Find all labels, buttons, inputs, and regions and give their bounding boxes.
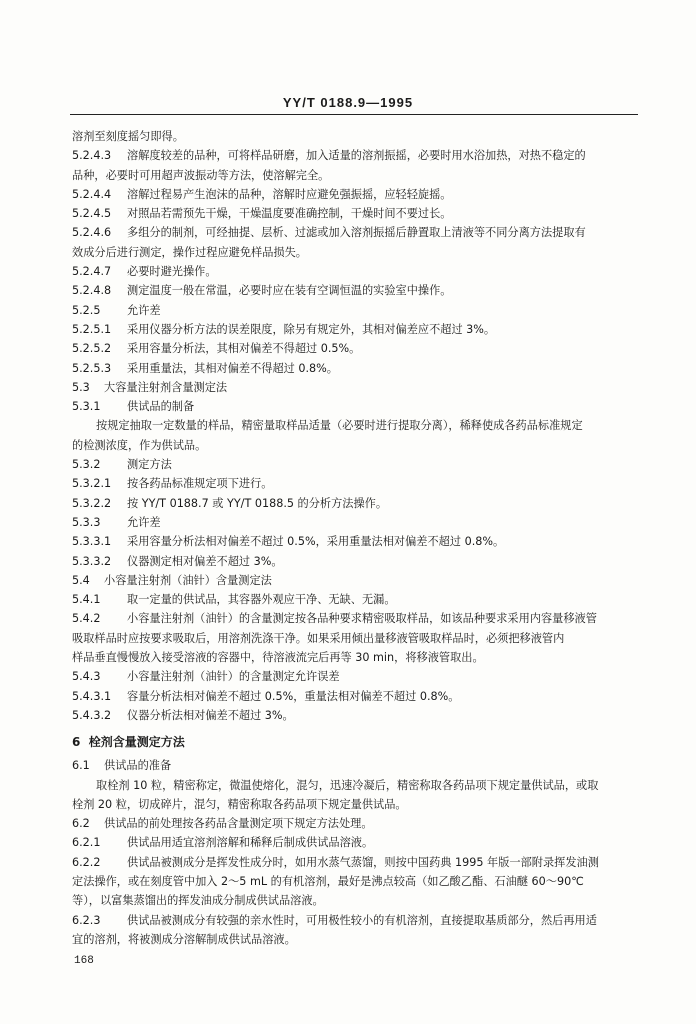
page-number: 168 <box>74 955 94 967</box>
text-line <box>72 648 638 667</box>
text-line <box>72 146 638 165</box>
clause-number: 5.2.5.2 <box>72 342 112 356</box>
clause-list-5 <box>72 127 638 725</box>
text-line <box>72 552 638 571</box>
text-line <box>72 814 638 833</box>
text-line <box>72 853 638 872</box>
clause-number: 5.3.2 <box>72 458 101 472</box>
clause-number: 5.3 <box>72 380 90 394</box>
clause-number: 6.1 <box>72 759 90 773</box>
clause-text: 宜的溶剂，将被测成分溶解制成供试品溶液。 <box>72 932 296 946</box>
clause-text: 溶解度较差的品种，可将样品研磨，加入适量的溶剂振摇，必要时用水浴加热，对热不稳定的 <box>127 149 586 163</box>
clause-number: 5.2.4.5 <box>72 207 112 221</box>
text-line <box>72 667 638 686</box>
clause-number: 6.2.2 <box>72 855 101 869</box>
section-title: 栓剂含量测定方法 <box>88 735 185 750</box>
text-line <box>72 204 638 223</box>
clause-text: 定法操作，或在刻度管中加入 2～5 mL 的有机溶剂，最好是沸点较高（如乙酸乙酯、石油醚 60～90℃ <box>72 874 584 888</box>
clause-text: 按 YY/T 0188.7 或 YY/T 0188.5 的分析方法操作。 <box>127 496 388 510</box>
clause-text: 大容量注射剂含量测定法 <box>104 380 228 394</box>
text-line <box>72 930 638 949</box>
clause-text: 供试品用适宜溶剂溶解和稀释后制成供试品溶液。 <box>127 836 374 850</box>
text-line <box>72 532 638 551</box>
text-line <box>72 185 638 204</box>
body-text <box>72 127 638 949</box>
text-line <box>72 571 638 590</box>
clause-number: 5.2.5 <box>72 303 101 317</box>
clause-number: 5.2.5.1 <box>72 322 112 336</box>
clause-text: 取栓剂 10 粒，精密称定，微温使熔化，混匀，迅速冷凝后，精密称取各药品项下规定量供试品，或取 <box>96 778 599 792</box>
clause-text: 采用仪器分析方法的误差限度，除另有规定外，其相对偏差应不超过 3%。 <box>127 322 496 336</box>
clause-number: 5.4.2 <box>72 612 101 626</box>
clause-text: 等），以富集蒸馏出的挥发油成分制成供试品溶液。 <box>72 894 324 908</box>
text-line <box>72 378 638 397</box>
text-line <box>72 474 638 493</box>
clause-text: 按各药品标准规定项下进行。 <box>127 477 273 491</box>
clause-text: 的检测浓度，作为供试品。 <box>72 438 207 452</box>
clause-text: 供试品被测成分是挥发性成分时，如用水蒸气蒸馏，则按中国药典 1995 年版一部附录挥发油测 <box>127 855 599 869</box>
clause-text: 栓剂 20 粒，切成碎片，混匀，精密称取各药品项下规定量供试品。 <box>72 797 407 811</box>
text-line <box>72 911 638 930</box>
clause-text: 允许差 <box>127 303 161 317</box>
header-rule <box>70 114 638 115</box>
clause-number: 5.4.3.1 <box>72 689 112 703</box>
clause-number: 5.3.2.1 <box>72 477 112 491</box>
clause-number: 6.2 <box>72 817 90 831</box>
clause-number: 5.2.4.6 <box>72 226 112 240</box>
text-line <box>72 609 638 628</box>
clause-text: 小容量注射剂（油针）含量测定法 <box>104 573 272 587</box>
clause-number: 5.2.4.7 <box>72 265 112 279</box>
clause-text: 容量分析法相对偏差不超过 0.5%，重量法相对偏差不超过 0.8%。 <box>127 689 460 703</box>
clause-text: 多组分的制剂，可经抽提、层析、过滤或加入溶剂振摇后静置取上清液等不同分离方法提取有 <box>127 226 586 240</box>
clause-text: 仪器测定相对偏差不超过 3%。 <box>127 554 283 568</box>
clause-text: 对照品若需预先干燥，干燥温度要准确控制，干燥时间不要过长。 <box>127 207 452 221</box>
section-number: 6 <box>72 735 81 750</box>
text-line <box>72 281 638 300</box>
clause-text: 取一定量的供试品，其容器外观应干净、无缺、无漏。 <box>127 593 396 607</box>
clause-text: 小容量注射剂（油针）的含量测定允许误差 <box>127 670 340 684</box>
clause-number: 5.4.3 <box>72 670 101 684</box>
text-line <box>72 513 638 532</box>
text-line <box>72 301 638 320</box>
text-line <box>72 629 638 648</box>
clause-number: 5.3.3.1 <box>72 535 112 549</box>
clause-text: 供试品的前处理按各药品含量测定项下规定方法处理。 <box>104 817 373 831</box>
clause-number: 5.4.3.2 <box>72 708 112 722</box>
clause-number: 5.4 <box>72 573 90 587</box>
text-line <box>72 756 638 775</box>
text-line <box>72 243 638 262</box>
clause-number: 5.4.1 <box>72 593 101 607</box>
text-line <box>72 795 638 814</box>
text-line <box>72 833 638 852</box>
clause-list-6 <box>72 756 638 949</box>
clause-text: 效成分后进行测定，操作过程应避免样品损失。 <box>72 245 307 259</box>
text-line <box>72 359 638 378</box>
clause-text: 按规定抽取一定数量的样品，精密量取样品适量（必要时进行提取分离），稀释使成各药品标准规定 <box>96 419 583 433</box>
clause-number: 5.2.4.3 <box>72 149 112 163</box>
text-line <box>72 166 638 185</box>
text-line <box>72 320 638 339</box>
clause-number: 5.2.5.3 <box>72 361 112 375</box>
text-line <box>72 416 638 435</box>
clause-text: 采用容量分析法相对偏差不超过 0.5%，采用重量法相对偏差不超过 0.8%。 <box>127 535 505 549</box>
clause-text: 小容量注射剂（油针）的含量测定按各品种要求精密吸取样品，如该品种要求采用内容量移液管 <box>127 612 597 626</box>
clause-text: 品种，必要时可用超声波振动等方法，使溶解完全。 <box>72 168 330 182</box>
text-line <box>72 494 638 513</box>
clause-number: 6.2.3 <box>72 913 101 927</box>
text-line <box>72 687 638 706</box>
text-line <box>72 706 638 725</box>
clause-number: 5.3.3 <box>72 515 101 529</box>
clause-text: 供试品的准备 <box>104 759 172 773</box>
clause-text: 测定方法 <box>127 458 172 472</box>
clause-number: 5.3.1 <box>72 400 101 414</box>
text-line <box>72 891 638 910</box>
text-line <box>72 339 638 358</box>
clause-number: 5.3.3.2 <box>72 554 112 568</box>
clause-text: 测定温度一般在常温，必要时应在装有空调恒温的实验室中操作。 <box>127 284 452 298</box>
clause-text: 样品垂直慢慢放入接受溶液的容器中，待溶液流完后再等 30 min，将移液管取出。 <box>72 651 484 665</box>
clause-text: 仪器分析法相对偏差不超过 3%。 <box>127 708 294 722</box>
clause-text: 供试品被测成分有较强的亲水性时，可用极性较小的有机溶剂，直接提取基质部分，然后再用适 <box>127 913 597 927</box>
text-line <box>72 590 638 609</box>
clause-number: 5.3.2.2 <box>72 496 112 510</box>
text-line <box>72 455 638 474</box>
text-line <box>72 397 638 416</box>
clause-text: 采用容量分析法，其相对偏差不得超过 0.5%。 <box>127 342 361 356</box>
clause-number: 6.2.1 <box>72 836 101 850</box>
text-line <box>72 223 638 242</box>
clause-text: 吸取样品时应按要求吸取后，用溶剂洗涤干净。如果采用倾出量移液管吸取样品时，必须把移液管内 <box>72 631 565 645</box>
clause-number: 5.2.4.8 <box>72 284 112 298</box>
clause-text: 溶剂至刻度摇匀即得。 <box>72 130 184 143</box>
clause-number: 5.2.4.4 <box>72 187 112 201</box>
clause-text: 溶解过程易产生泡沫的品种，溶解时应避免强振摇，应轻轻旋摇。 <box>127 187 452 201</box>
text-line <box>72 872 638 891</box>
text-line <box>72 262 638 281</box>
clause-text: 采用重量法，其相对偏差不得超过 0.8%。 <box>127 361 338 375</box>
clause-text: 必要时避光操作。 <box>127 265 217 279</box>
text-line <box>72 127 638 146</box>
text-line <box>72 776 638 795</box>
section-6-heading <box>72 733 638 750</box>
clause-text: 供试品的制备 <box>127 400 195 414</box>
standard-header: YY/T 0188.9—1995 <box>282 95 414 110</box>
text-line <box>72 436 638 455</box>
clause-text: 允许差 <box>127 515 161 529</box>
